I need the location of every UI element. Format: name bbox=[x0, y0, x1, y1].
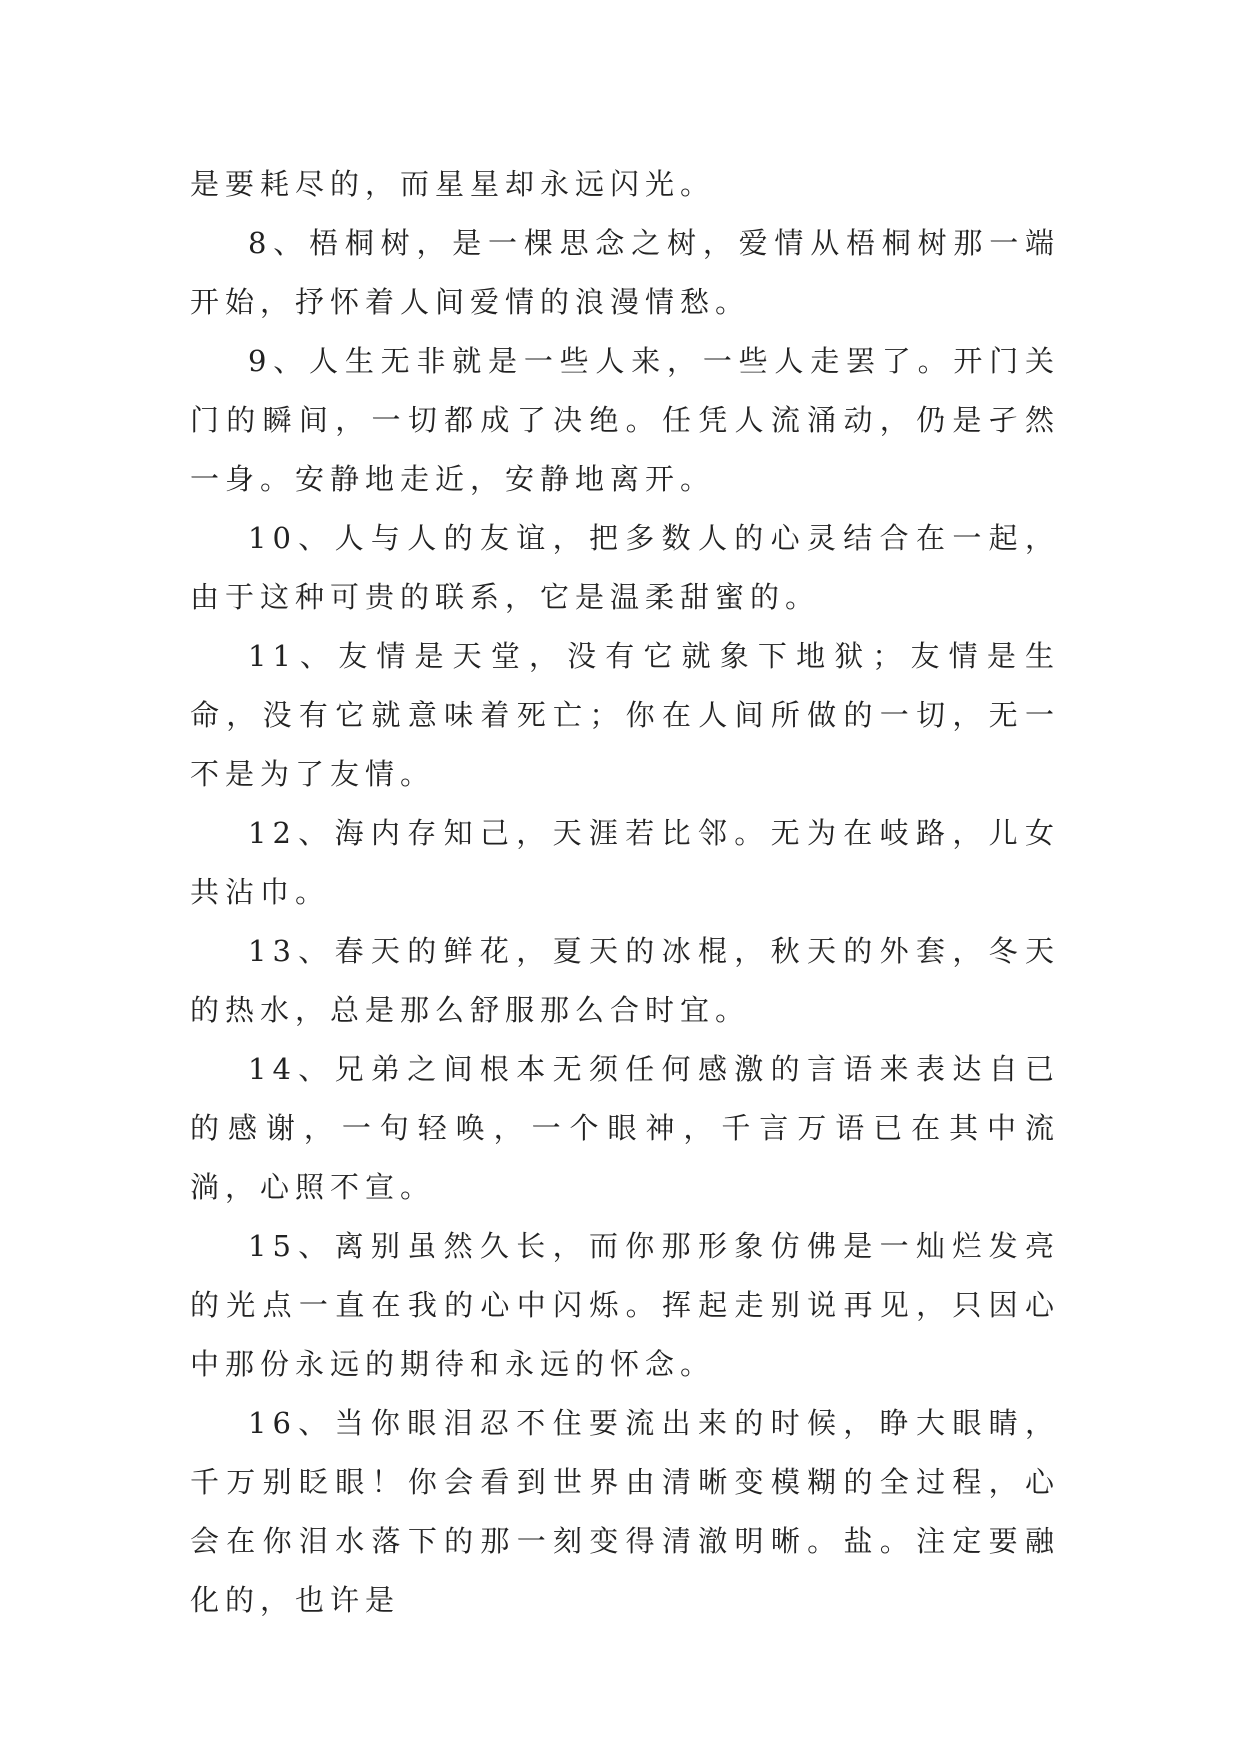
paragraph-8: 8、梧桐树，是一棵思念之树，爱情从梧桐树那一端开始，抒怀着人间爱情的浪漫情愁。 bbox=[190, 226, 1060, 319]
paragraph-15: 15、离别虽然久长，而你那形象仿佛是一灿烂发亮的光点一直在我的心中闪烁。挥起走别说再见，只因心中那份永远的期待和永远的怀念。 bbox=[190, 1229, 1060, 1381]
paragraph-9: 9、人生无非就是一些人来，一些人走罢了。开门关门的瞬间，一切都成了决绝。任凭人流涌动，仍是孑然一身。安静地走近，安静地离开。 bbox=[190, 344, 1060, 496]
paragraph-11: 11、友情是天堂，没有它就象下地狱；友情是生命，没有它就意味着死亡；你在人间所做的一切，无一不是为了友情。 bbox=[190, 639, 1060, 791]
document-body bbox=[190, 155, 1060, 1630]
paragraph-continuation: 是要耗尽的，而星星却永远闪光。 bbox=[190, 167, 716, 201]
paragraph-10: 10、人与人的友谊，把多数人的心灵结合在一起，由于这种可贵的联系，它是温柔甜蜜的。 bbox=[190, 521, 1060, 614]
paragraph-13: 13、春天的鲜花，夏天的冰棍，秋天的外套，冬天的热水，总是那么舒服那么合时宜。 bbox=[190, 934, 1060, 1027]
paragraph-14: 14、兄弟之间根本无须任何感激的言语来表达自已的感谢，一句轻唤，一个眼神，千言万语已在其中流淌，心照不宣。 bbox=[190, 1052, 1060, 1204]
paragraph-16: 16、当你眼泪忍不住要流出来的时候，睁大眼睛，千万别眨眼！你会看到世界由清晰变模糊的全过程，心会在你泪水落下的那一刻变得清澈明晰。盐。注定要融化的，也许是 bbox=[190, 1406, 1060, 1617]
paragraph-12: 12、海内存知己，天涯若比邻。无为在岐路，儿女共沾巾。 bbox=[190, 816, 1060, 909]
